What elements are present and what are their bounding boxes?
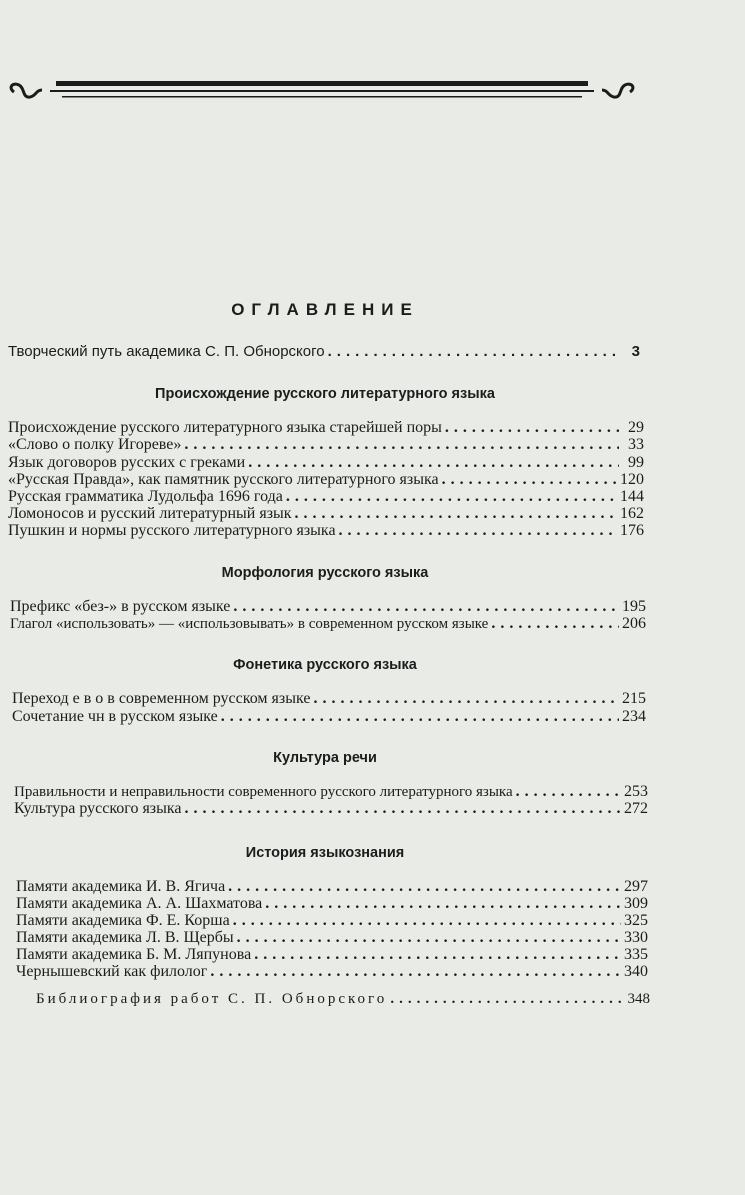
leader-dots: [491, 615, 619, 633]
entry-title: Русская грамматика Лудольфа 1696 года: [8, 488, 283, 505]
section-heading: Морфология русского языка: [221, 565, 429, 581]
leader-dots: [184, 436, 619, 454]
entry-page: 297: [624, 878, 648, 895]
leader-dots: [516, 783, 621, 801]
toc-entry-bibliography: [36, 990, 650, 1008]
toc-entry: [16, 912, 648, 930]
leader-dots: [237, 929, 621, 947]
toc-entry: [8, 522, 644, 540]
entry-title: Памяти академика И. В. Ягича: [16, 878, 226, 895]
entry-title: Памяти академика Л. В. Щербы: [16, 929, 234, 946]
toc-entry: [8, 436, 644, 454]
section-heading: История языкознания: [245, 845, 405, 861]
entry-page: 206: [622, 615, 646, 632]
toc-entry: [8, 505, 644, 523]
entry-page: 29: [628, 419, 644, 436]
entry-page: 234: [622, 708, 646, 725]
toc-entry: [16, 963, 648, 981]
entry-page: 253: [624, 783, 648, 800]
entry-page: 3: [631, 343, 640, 360]
leader-dots: [313, 690, 619, 708]
toc-entry: [16, 929, 648, 947]
leader-dots: [221, 708, 619, 726]
entry-title: Библиография работ С. П. Обнорского: [36, 991, 388, 1007]
entry-page: 162: [620, 505, 644, 522]
leader-dots: [339, 522, 617, 540]
toc-entry: [16, 895, 648, 913]
entry-page: 340: [624, 963, 648, 980]
entry-title: Префикс «без-» в русском языке: [10, 598, 231, 615]
leader-dots: [390, 990, 624, 1008]
section-heading: Происхождение русского литературного языка: [155, 386, 495, 402]
section-heading: Фонетика русского языка: [233, 657, 417, 673]
leader-dots: [328, 343, 615, 361]
toc-entry: [10, 598, 646, 616]
leader-dots: [233, 912, 621, 930]
entry-page: 325: [624, 912, 648, 929]
entry-title: Сочетание чн в русском языке: [12, 708, 218, 725]
entry-page: 99: [628, 454, 644, 471]
entry-title: Пушкин и нормы русского литературного языка: [8, 522, 336, 539]
toc-entry: [8, 471, 644, 489]
entry-page: 176: [620, 522, 644, 539]
entry-page: 335: [624, 946, 648, 963]
toc-entry: [16, 878, 648, 896]
leader-dots: [228, 878, 621, 896]
entry-title: Памяти академика Ф. Е. Корша: [16, 912, 230, 929]
entry-title: Происхождение русского литературного языка старейшей поры: [8, 419, 442, 436]
decorative-rule-ornament: [6, 78, 638, 108]
entry-page: 348: [627, 991, 650, 1007]
toc-entry: [14, 783, 648, 801]
leader-dots: [233, 598, 619, 616]
entry-title: Язык договоров русских с греками: [8, 454, 246, 471]
leader-dots: [210, 963, 621, 981]
leader-dots: [265, 895, 621, 913]
leader-dots: [254, 946, 621, 964]
leader-dots: [248, 454, 619, 472]
section-heading: Культура речи: [273, 750, 377, 766]
leader-dots: [442, 471, 617, 489]
entry-title: Правильности и неправильности современного русского литературного языка: [14, 784, 513, 800]
toc-entry-intro: [8, 343, 640, 361]
leader-dots: [295, 505, 617, 523]
entry-title: «Слово о полку Игореве»: [8, 436, 182, 453]
entry-title: Памяти академика Б. М. Ляпунова: [16, 946, 252, 963]
toc-entry: [12, 708, 646, 726]
entry-title: Ломоносов и русский литературный язык: [8, 505, 292, 522]
entry-title: Творческий путь академика С. П. Обнорского: [8, 343, 325, 360]
toc-entry: [10, 615, 646, 633]
toc-entry: [16, 946, 648, 964]
entry-title: Чернышевский как филолог: [16, 963, 208, 980]
toc-entry: [8, 454, 644, 472]
entry-title: Глагол «использовать» — «использовывать» в современном русском языке: [10, 616, 489, 632]
entry-page: 144: [620, 488, 644, 505]
entry-page: 195: [622, 598, 646, 615]
toc-entry: [14, 800, 648, 818]
toc-entry: [8, 488, 644, 506]
toc-entry: [12, 690, 646, 708]
page-title: ОГЛАВЛЕНИЕ: [231, 300, 419, 319]
entry-page: 309: [624, 895, 648, 912]
leader-dots: [185, 800, 622, 818]
entry-page: 120: [620, 471, 644, 488]
entry-page: 33: [628, 436, 644, 453]
entry-page: 330: [624, 929, 648, 946]
leader-dots: [286, 488, 617, 506]
entry-title: «Русская Правда», как памятник русского литературного языка: [8, 471, 439, 488]
entry-page: 215: [622, 690, 646, 707]
entry-page: 272: [624, 800, 648, 817]
leader-dots: [445, 419, 619, 437]
entry-title: Культура русского языка: [14, 800, 182, 817]
toc-entry: [8, 419, 644, 437]
entry-title: Переход е в о в современном русском языке: [12, 690, 311, 707]
entry-title: Памяти академика А. А. Шахматова: [16, 895, 263, 912]
